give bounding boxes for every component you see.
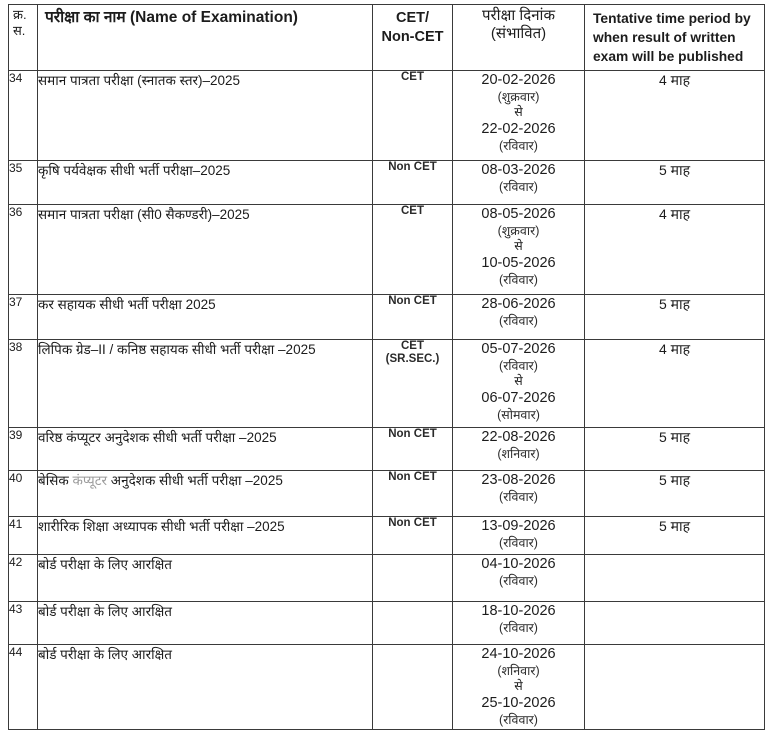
header-serial-no-line2: स. xyxy=(13,23,26,38)
serial-number-cell: 34 xyxy=(9,71,38,161)
date-range-separator: से xyxy=(514,374,523,388)
exam-name-part: बेसिक xyxy=(38,473,73,488)
exam-date: 28-06-2026 xyxy=(481,296,556,312)
cet-type-label: Non CET xyxy=(388,517,437,529)
serial-number-cell: 38 xyxy=(9,340,38,428)
table-row xyxy=(9,205,765,295)
table-row xyxy=(9,161,765,205)
header-result-line3: exam will be published xyxy=(593,49,744,64)
header-exam-date xyxy=(453,5,585,71)
exam-weekday: (रविवार) xyxy=(499,273,538,287)
cet-type-label: Non CET xyxy=(388,471,437,483)
exam-name-cell: कर सहायक सीधी भर्ती परीक्षा 2025 xyxy=(38,295,373,340)
exam-weekday: (रविवार) xyxy=(499,359,538,373)
serial-number-cell: 37 xyxy=(9,295,38,340)
serial-number-cell: 40 xyxy=(9,471,38,517)
table-row xyxy=(9,645,765,730)
exam-weekday: (रविवार) xyxy=(499,713,538,727)
cet-type-label: CET xyxy=(401,71,424,83)
exam-date-cell xyxy=(453,555,585,602)
exam-date: 08-03-2026 xyxy=(481,162,556,178)
result-period-cell xyxy=(585,602,765,645)
cet-type-cell xyxy=(373,428,453,471)
exam-date: 10-05-2026 xyxy=(481,255,556,271)
exam-weekday: (शुक्रवार) xyxy=(497,224,540,238)
result-period-cell: 5 माह xyxy=(585,428,765,471)
table-row xyxy=(9,471,765,517)
header-cet-type xyxy=(373,5,453,71)
exam-name-cell: शारीरिक शिक्षा अध्यापक सीधी भर्ती परीक्षा –2025 xyxy=(38,517,373,555)
table-row xyxy=(9,428,765,471)
header-exam-name: परीक्षा का नाम (Name of Examination) xyxy=(38,5,373,71)
result-period-cell: 5 माह xyxy=(585,295,765,340)
serial-number-cell: 41 xyxy=(9,517,38,555)
exam-weekday: (रविवार) xyxy=(499,490,538,504)
cet-type-cell xyxy=(373,295,453,340)
exam-date: 22-02-2026 xyxy=(481,121,556,137)
result-period-cell xyxy=(585,555,765,602)
exam-weekday: (शनिवार) xyxy=(497,447,540,461)
exam-date: 25-10-2026 xyxy=(481,695,556,711)
header-result-line1: Tentative time period by xyxy=(593,11,751,26)
result-period-cell: 5 माह xyxy=(585,517,765,555)
table-row xyxy=(9,295,765,340)
exam-weekday: (रविवार) xyxy=(499,180,538,194)
table-row xyxy=(9,555,765,602)
exam-name-cell: समान पात्रता परीक्षा (स्नातक स्तर)–2025 xyxy=(38,71,373,161)
header-serial-no-line1: क्र. xyxy=(13,7,27,22)
exam-name-cell xyxy=(38,471,373,517)
cet-type-cell xyxy=(373,161,453,205)
exam-weekday: (रविवार) xyxy=(499,621,538,635)
result-period-cell: 5 माह xyxy=(585,471,765,517)
result-period-cell: 4 माह xyxy=(585,205,765,295)
exam-date-cell xyxy=(453,71,585,161)
exam-date-cell xyxy=(453,428,585,471)
date-range-separator: से xyxy=(514,239,523,253)
exam-date: 13-09-2026 xyxy=(481,518,556,534)
header-cet-line1: CET/ xyxy=(395,10,430,26)
exam-weekday: (सोमवार) xyxy=(497,408,540,422)
exam-date-cell xyxy=(453,205,585,295)
exam-date: 23-08-2026 xyxy=(481,472,556,488)
exam-schedule-table xyxy=(8,4,765,730)
table-body xyxy=(9,71,765,730)
exam-weekday: (रविवार) xyxy=(499,574,538,588)
exam-name-part: कंप्यूटर xyxy=(72,473,108,488)
exam-date-cell xyxy=(453,602,585,645)
cet-type-cell xyxy=(373,340,453,428)
table-row xyxy=(9,602,765,645)
table-row xyxy=(9,340,765,428)
exam-weekday: (शुक्रवार) xyxy=(497,90,540,104)
header-result-period xyxy=(585,5,765,71)
table-header-row xyxy=(9,5,765,71)
cet-type-cell xyxy=(373,517,453,555)
cet-type-cell xyxy=(373,602,453,645)
cet-type-cell xyxy=(373,71,453,161)
exam-date: 20-02-2026 xyxy=(481,72,556,88)
exam-date: 06-07-2026 xyxy=(481,390,556,406)
result-period-cell: 4 माह xyxy=(585,71,765,161)
cet-type-label: Non CET xyxy=(388,295,437,307)
cet-type-label: Non CET xyxy=(388,428,437,440)
cet-type-label: (SR.SEC.) xyxy=(385,353,440,365)
exam-date-cell xyxy=(453,161,585,205)
cet-type-label: Non CET xyxy=(388,161,437,173)
exam-weekday: (रविवार) xyxy=(499,139,538,153)
exam-name-cell: वरिष्ठ कंप्यूटर अनुदेशक सीधी भर्ती परीक्षा –2025 xyxy=(38,428,373,471)
cet-type-label: CET xyxy=(401,340,424,352)
exam-name-part: अनुदेशक सीधी भर्ती परीक्षा –2025 xyxy=(107,473,283,488)
exam-name-cell: बोर्ड परीक्षा के लिए आरक्षित xyxy=(38,645,373,730)
table-row xyxy=(9,517,765,555)
exam-date: 24-10-2026 xyxy=(481,646,556,662)
exam-schedule-document xyxy=(8,4,765,730)
serial-number-cell: 42 xyxy=(9,555,38,602)
exam-date-cell xyxy=(453,340,585,428)
exam-weekday: (शनिवार) xyxy=(497,664,540,678)
exam-name-cell: बोर्ड परीक्षा के लिए आरक्षित xyxy=(38,602,373,645)
exam-name-cell: समान पात्रता परीक्षा (सी0 सैकण्डरी)–2025 xyxy=(38,205,373,295)
exam-date: 22-08-2026 xyxy=(481,429,556,445)
exam-date: 05-07-2026 xyxy=(481,341,556,357)
exam-weekday: (रविवार) xyxy=(499,314,538,328)
header-serial-no xyxy=(9,5,38,71)
header-date-line2: (संभावित) xyxy=(490,25,547,42)
result-period-cell: 4 माह xyxy=(585,340,765,428)
exam-date-cell xyxy=(453,517,585,555)
result-period-cell xyxy=(585,645,765,730)
header-date-line1: परीक्षा दिनांक xyxy=(482,7,555,24)
exam-name-cell: लिपिक ग्रेड–II / कनिष्ठ सहायक सीधी भर्ती परीक्षा –2025 xyxy=(38,340,373,428)
exam-date: 08-05-2026 xyxy=(481,206,556,222)
exam-weekday: (रविवार) xyxy=(499,536,538,550)
exam-date-cell xyxy=(453,471,585,517)
cet-type-cell xyxy=(373,645,453,730)
exam-name-cell: कृषि पर्यवेक्षक सीधी भर्ती परीक्षा–2025 xyxy=(38,161,373,205)
exam-name-cell: बोर्ड परीक्षा के लिए आरक्षित xyxy=(38,555,373,602)
cet-type-cell xyxy=(373,205,453,295)
date-range-separator: से xyxy=(514,105,523,119)
header-cet-line2: Non-CET xyxy=(381,29,444,45)
serial-number-cell: 44 xyxy=(9,645,38,730)
exam-date-cell xyxy=(453,645,585,730)
serial-number-cell: 43 xyxy=(9,602,38,645)
cet-type-cell xyxy=(373,471,453,517)
header-result-line2: when result of written xyxy=(593,30,736,45)
serial-number-cell: 35 xyxy=(9,161,38,205)
exam-date: 18-10-2026 xyxy=(481,603,556,619)
table-row xyxy=(9,71,765,161)
result-period-cell: 5 माह xyxy=(585,161,765,205)
exam-date: 04-10-2026 xyxy=(481,556,556,572)
cet-type-label: CET xyxy=(401,205,424,217)
exam-date-cell xyxy=(453,295,585,340)
serial-number-cell: 39 xyxy=(9,428,38,471)
serial-number-cell: 36 xyxy=(9,205,38,295)
date-range-separator: से xyxy=(514,679,523,693)
cet-type-cell xyxy=(373,555,453,602)
